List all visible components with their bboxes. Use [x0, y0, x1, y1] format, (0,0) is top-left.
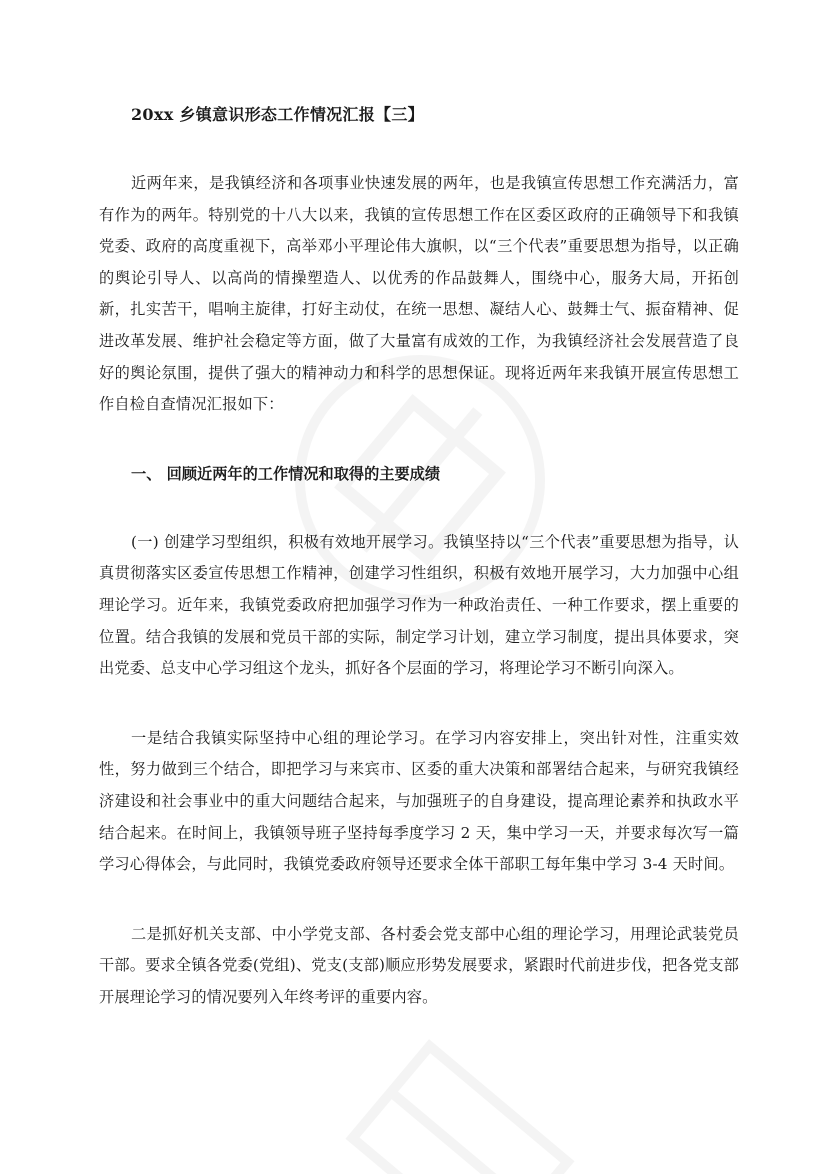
paragraph: 一是结合我镇实际坚持中心组的理论学习。在学习内容安排上，突出针对性，注重实效性，努力做到三个结合，即把学习与来宾市、区委的重大决策和部署结合起来，与研究我镇经济建设和社会事业中的重大问题结合起来，与加强班子的自身建设，提高理论素养和执政水平结合起来。在时间上，我镇领导班子坚持每季度学习 2 天，集中学习一天，并要求每次写一篇学习心得体会，与此同时，我镇党委政府领导还要求全体干部职工每年集中学习 3-4 天时间。 — [99, 728, 739, 874]
document-title: 20xx 乡镇意识形态工作情况汇报【三】 — [131, 105, 424, 124]
intro-paragraph: 近两年来，是我镇经济和各项事业快速发展的两年，也是我镇宣传思想工作充满活力，富有作为的两年。特别党的十八大以来，我镇的宣传思想工作在区委区政府的正确领导下和我镇党委、政府的高度重视下，高举邓小平理论伟大旗帜，以“三个代表”重要思想为指导，以正确的舆论引导人、以高尚的情操塑造人、以优秀的作品鼓舞人，围绕中心，服务大局，开拓创新，扎实苦干，唱响主旋律，打好主动仗，在统一思想、凝结人心、鼓舞士气、振奋精神、促进改革发展、维护社会稳定等方面，做了大量富有成效的工作，为我镇经济社会发展营造了良好的舆论氛围，提供了强大的精神动力和科学的思想保证。现将近两年来我镇开展宣传思想工作自检自查情况汇报如下： — [99, 174, 739, 414]
document-body — [99, 100, 739, 1013]
paragraph: 二是抓好机关支部、中小学党支部、各村委会党支部中心组的理论学习，用理论武装党员干部。要求全镇各党委(党组)、党支(支部)顺应形势发展要求，紧跟时代前进步伐，把各党支部开展理论学习的情况要列入年终考评的重要内容。 — [99, 924, 740, 1006]
paragraph: (一) 创建学习型组织，积极有效地开展学习。我镇坚持以“三个代表”重要思想为指导，认真贯彻落实区委宣传思想工作精神，创建学习性组织，积极有效地开展学习，大力加强中心组理论学习。近年来，我镇党委政府把加强学习作为一种政治责任、一种工作要求，摆上重要的位置。结合我镇的发展和党员干部的实际，制定学习计划，建立学习制度，提出具体要求，突出党委、总支中心学习组这个龙头，抓好各个层面的学习，将理论学习不断引向深入。 — [99, 532, 739, 678]
watermark-icon — [296, 990, 624, 1174]
section-heading: 一、 回顾近两年的工作情况和取得的主要成绩 — [131, 464, 441, 483]
